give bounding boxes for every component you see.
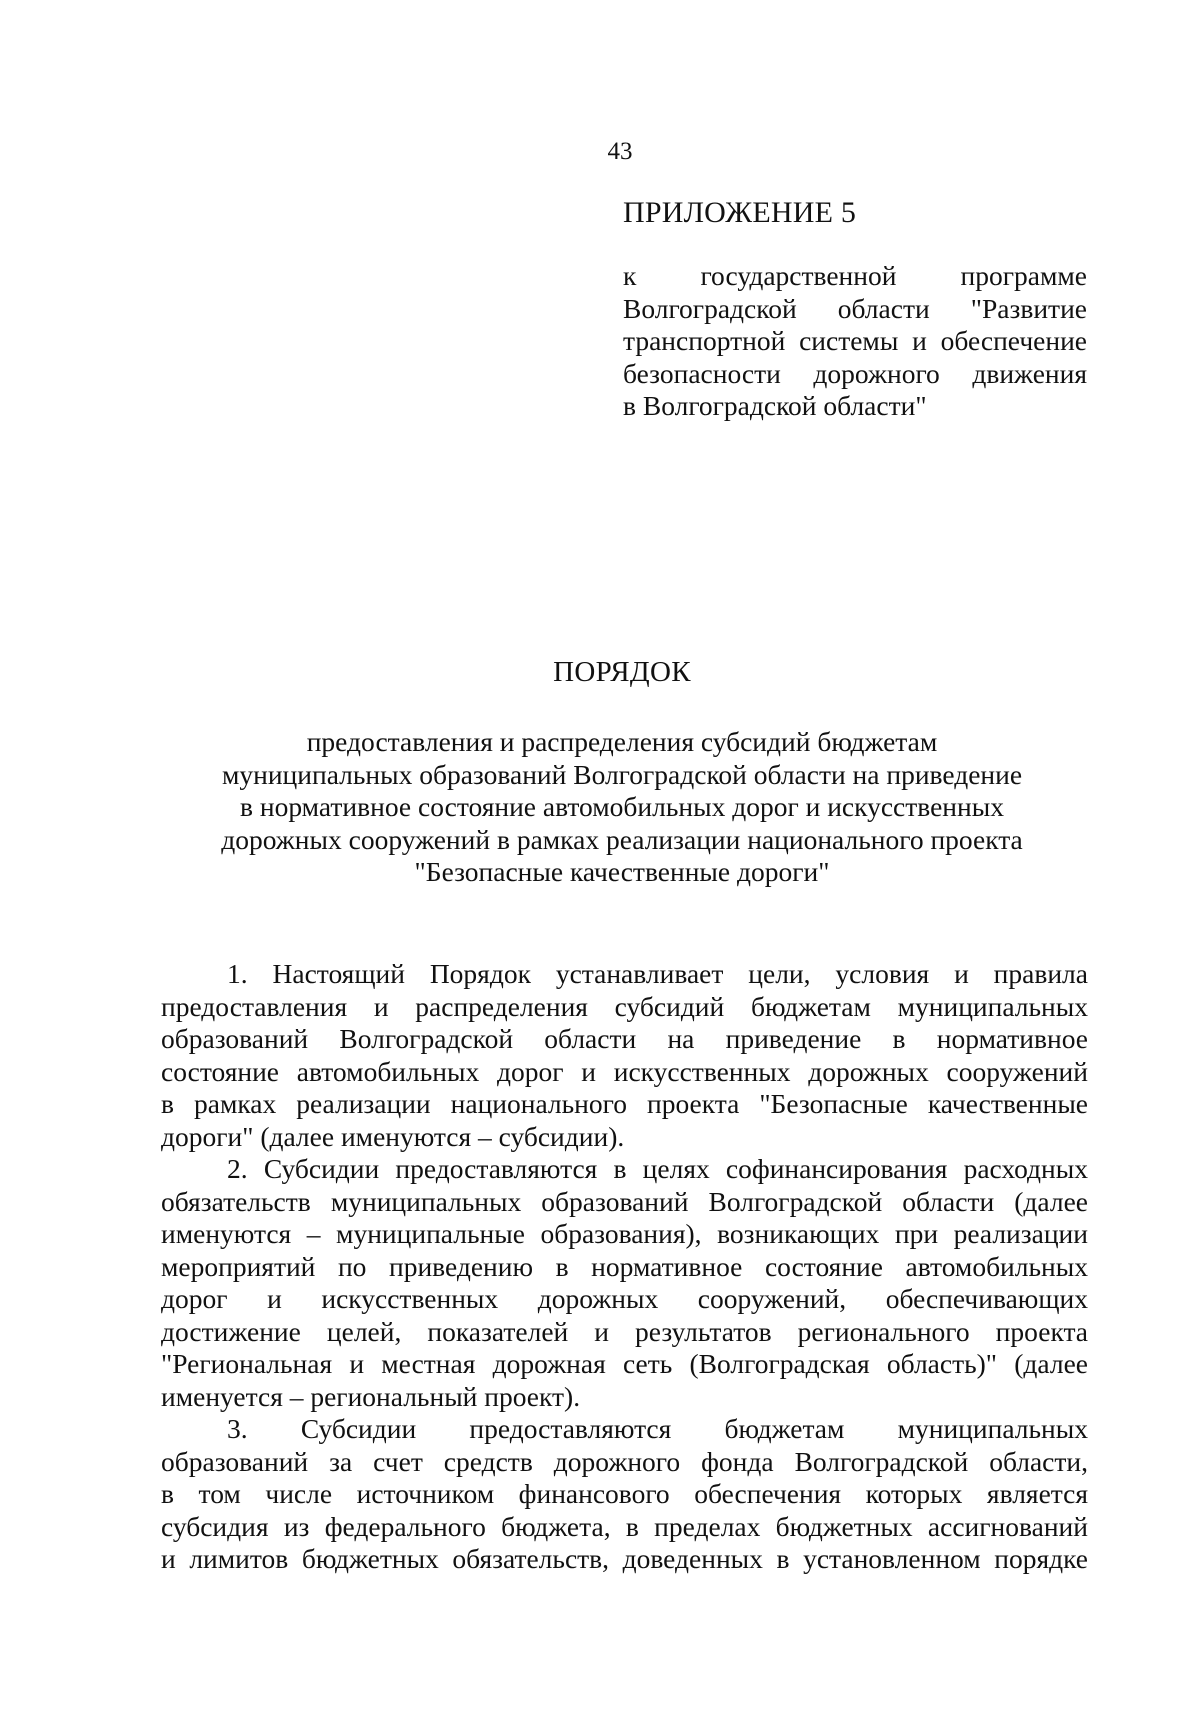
- appendix-reference-line: Волгоградской области "Развитие: [623, 292, 1087, 324]
- paragraph-line: предоставления и распределения субсидий бюджетам муниципальных: [161, 990, 1088, 1022]
- paragraph-line: состояние автомобильных дорог и искусственных дорожных сооружений: [161, 1055, 1088, 1087]
- appendix-reference-line: транспортной системы и обеспечение: [623, 325, 1087, 356]
- appendix-reference-line: к государственной программе: [623, 260, 1087, 291]
- paragraph-2: [161, 1153, 1088, 1413]
- paragraph-line: образований Волгоградской области на приведение в нормативное: [161, 1023, 1088, 1054]
- paragraph-line: 1. Настоящий Порядок устанавливает цели, условия и правила: [227, 958, 1088, 989]
- paragraph-line: 2. Субсидии предоставляются в целях софинансирования расходных: [227, 1153, 1088, 1184]
- paragraph-line: и лимитов бюджетных обязательств, доведенных в установленном порядке: [161, 1543, 1088, 1574]
- appendix-title: ПРИЛОЖЕНИЕ 5: [623, 196, 857, 229]
- paragraph-line: именуются – муниципальные образования), возникающих при реализации: [161, 1218, 1088, 1249]
- paragraph-line: в том числе источником финансового обеспечения которых является: [161, 1478, 1088, 1509]
- paragraph-line: субсидия из федерального бюджета, в пределах бюджетных ассигнований: [161, 1510, 1088, 1542]
- document-body: [161, 958, 1088, 1576]
- paragraph-line: в рамках реализации национального проекта "Безопасные качественные: [161, 1088, 1088, 1119]
- document-subtitle-line: муниципальных образований Волгоградской области на приведение: [221, 758, 1023, 790]
- appendix-reference-line: в Волгоградской области": [623, 390, 927, 421]
- page-number: 43: [607, 138, 633, 165]
- document-subtitle-line: "Безопасные качественные дороги": [414, 856, 830, 888]
- document-subtitle-line: в нормативное состояние автомобильных дорог и искусственных: [240, 791, 1004, 823]
- paragraph-1: [161, 958, 1088, 1153]
- appendix-reference-line: безопасности дорожного движения: [623, 357, 1087, 389]
- paragraph-line: "Региональная и местная дорожная сеть (Волгоградская область)" (далее: [161, 1348, 1088, 1379]
- paragraph-line: достижение целей, показателей и результатов регионального проекта: [161, 1315, 1088, 1347]
- paragraph-3: [161, 1413, 1088, 1576]
- document-subtitle-line: предоставления и распределения субсидий бюджетам: [306, 726, 938, 757]
- paragraph-line: именуется – региональный проект).: [161, 1380, 581, 1412]
- document-subtitle: [150, 726, 1094, 889]
- paragraph-line: дорог и искусственных дорожных сооружений, обеспечивающих: [161, 1283, 1088, 1314]
- paragraph-line: 3. Субсидии предоставляются бюджетам муниципальных: [227, 1413, 1088, 1444]
- paragraph-line: мероприятий по приведению в нормативное состояние автомобильных: [161, 1250, 1088, 1282]
- document-subtitle-line: дорожных сооружений в рамках реализации национального проекта: [221, 823, 1023, 855]
- paragraph-line: образований за счет средств дорожного фонда Волгоградской области,: [161, 1445, 1088, 1477]
- paragraph-line: обязательств муниципальных образований Волгоградской области (далее: [161, 1185, 1088, 1217]
- appendix-reference: [623, 260, 1087, 423]
- paragraph-line: дороги" (далее именуются – субсидии).: [161, 1120, 625, 1152]
- document-title: ПОРЯДОК: [553, 656, 691, 688]
